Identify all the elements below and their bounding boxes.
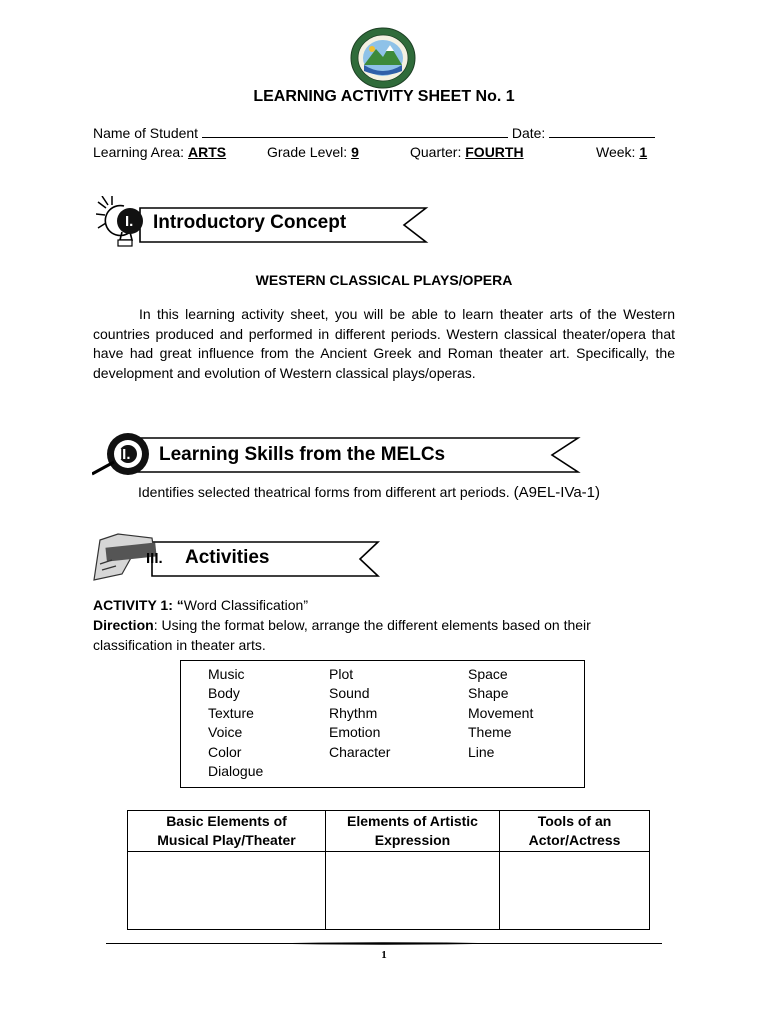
section-2-title: Learning Skills from the MELCs	[159, 444, 446, 465]
learning-area-label: Learning Area:	[93, 144, 185, 160]
name-line	[93, 124, 655, 142]
answer-cell-artistic-expression[interactable]	[326, 852, 500, 930]
word-item: Color	[208, 743, 242, 760]
quarter-row	[410, 143, 524, 161]
skill-text: Identifies selected theatrical forms from different art periods.	[138, 484, 510, 500]
answer-cell-actor-tools[interactable]	[500, 852, 650, 930]
intro-paragraph-text: In this learning activity sheet, you will be able to learn theater arts of the Western countries produced and performed in different periods. Western classical theater/opera that have had great influence from the Ancient Greek and Roman theater art. Specifically, the development and evolution of Western classical plays/operas.	[93, 306, 675, 381]
activity-label: ACTIVITY 1: “	[93, 597, 184, 613]
word-column-1	[208, 665, 263, 781]
quarter-label: Quarter:	[410, 144, 462, 160]
word-item: Texture	[208, 704, 254, 721]
word-item: Character	[329, 743, 391, 760]
skill-code: (A9EL-IVa-1)	[513, 484, 601, 501]
week-row	[596, 143, 647, 161]
table-answer-row	[128, 852, 650, 930]
learning-area-value: ARTS	[187, 144, 227, 160]
word-box	[180, 660, 585, 788]
department-seal-logo	[350, 27, 416, 89]
header-line: Basic Elements of	[166, 813, 287, 829]
section-3-title: Activities	[185, 547, 270, 568]
word-item: Sound	[329, 685, 370, 702]
grade-label: Grade Level:	[267, 144, 348, 160]
activity-1-line	[93, 596, 673, 616]
grade-level-row	[267, 143, 359, 161]
activity-name: Word Classification”	[183, 597, 308, 613]
word-item: Rhythm	[329, 704, 378, 721]
table-header-row	[128, 811, 650, 852]
direction-line	[93, 616, 673, 655]
word-item: Theme	[468, 724, 512, 741]
section-3-number: III.	[146, 550, 163, 567]
section-1-number: I.	[125, 213, 134, 230]
name-blank[interactable]	[202, 125, 508, 138]
word-item: Emotion	[329, 724, 381, 741]
table-header-basic-elements	[128, 811, 326, 852]
week-value: 1	[639, 144, 648, 160]
week-label: Week:	[596, 144, 636, 160]
word-item: Music	[208, 666, 245, 682]
answer-cell-basic-elements[interactable]	[128, 852, 326, 930]
word-item: Space	[468, 666, 508, 682]
table-header-artistic-expression	[326, 811, 500, 852]
date-blank[interactable]	[549, 125, 655, 138]
learning-area-row	[93, 143, 226, 161]
sheet-title: LEARNING ACTIVITY SHEET No. 1	[253, 88, 515, 105]
header-line: Musical Play/Theater	[157, 832, 296, 848]
word-item: Voice	[208, 724, 243, 741]
header-line: Elements of Artistic	[347, 813, 478, 829]
direction-text: : Using the format below, arrange the different elements based on their classification in theater arts.	[93, 617, 591, 653]
skill-line	[138, 484, 600, 501]
topic-heading: WESTERN CLASSICAL PLAYS/OPERA	[255, 272, 513, 288]
page-number: 1	[381, 949, 387, 961]
footer-divider	[106, 942, 662, 945]
section-2-number: II.	[118, 446, 131, 463]
word-item: Plot	[329, 666, 354, 682]
word-column-2	[329, 665, 390, 762]
section-1-title: Introductory Concept	[153, 212, 347, 233]
grade-value: 9	[351, 144, 359, 160]
name-label: Name of Student	[93, 125, 199, 141]
word-item: Line	[468, 743, 495, 760]
word-item: Body	[208, 685, 240, 702]
table-header-actor-tools	[500, 811, 650, 852]
classification-table	[127, 810, 650, 930]
header-line: Tools of an	[537, 813, 612, 829]
word-item: Shape	[468, 685, 509, 702]
quarter-value: FOURTH	[465, 144, 524, 160]
header-line: Actor/Actress	[528, 832, 621, 848]
word-column-3	[468, 665, 533, 762]
word-item: Movement	[468, 704, 534, 721]
date-label: Date:	[511, 125, 546, 141]
intro-paragraph	[93, 305, 675, 383]
word-item: Dialogue	[208, 763, 264, 780]
header-line: Expression	[374, 832, 451, 848]
direction-label: Direction	[93, 617, 154, 633]
